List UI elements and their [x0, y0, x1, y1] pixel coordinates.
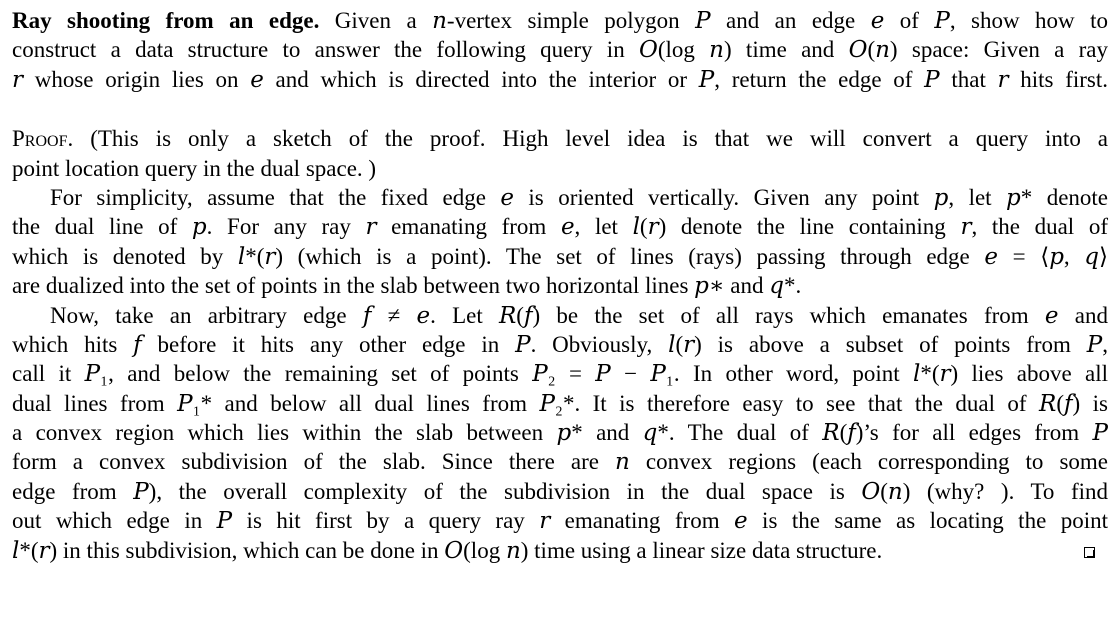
qed-icon	[1084, 547, 1095, 558]
para2-line-5: a convex region which lies within the slab between 𝑝* and 𝑞*. The dual of 𝑅(𝑓)’s for all edges from 𝑃	[12, 420, 1108, 446]
para1-line-4: are dualized into the set of points in the slab between two horizontal lines 𝑝∗ and 𝑞*.	[12, 273, 802, 299]
para2-line-9	[12, 536, 1095, 565]
para2-line-6: form a convex subdivision of the slab. Since there are 𝑛 convex regions (each corresponding to some	[12, 449, 1108, 475]
proof-intro-text: (This is only a sketch of the proof. High level idea is that we will convert a query into a	[73, 126, 1108, 152]
proof-line-2: point location query in the dual space. )	[12, 155, 377, 181]
para1-line-3: which is denoted by 𝑙*(𝑟) (which is a point). The set of lines (rays) passing through edge 𝑒 = ⟨𝑝, 𝑞⟩	[12, 243, 1108, 269]
proof-line-1	[12, 124, 1108, 153]
para2-line-1: Now, take an arbitrary edge 𝑓 ≠ 𝑒. Let 𝑅(𝑓) be the set of all rays which emanates from 𝑒 and	[50, 302, 1108, 328]
para2-line-2: which hits 𝑓 before it hits any other edge in 𝑃. Obviously, 𝑙(𝑟) is above a subset of points from 𝑃,	[12, 331, 1108, 357]
problem-text: Given a 𝑛-vertex simple polygon 𝑃 and an edge 𝑒 of 𝑃, show how to	[319, 8, 1108, 33]
problem-line-3: 𝑟 whose origin lies on 𝑒 and which is directed into the interior or 𝑃, return the edge of 𝑃 that 𝑟 hits first.	[12, 66, 1108, 92]
para2-last-text: 𝑙*(𝑟) in this subdivision, which can be done in 𝑂(log 𝑛) time using a linear size data structure.	[12, 537, 883, 563]
proof-label: Proof.	[12, 126, 74, 152]
para2-line-8: out which edge in 𝑃 is hit first by a query ray 𝑟 emanating from 𝑒 is the same as locating the point	[12, 508, 1108, 534]
section-gap	[12, 94, 1108, 124]
para2-line-7: edge from 𝑃), the overall complexity of the subdivision in the dual space is 𝑂(𝑛) (why? ). To find	[12, 478, 1108, 504]
para2-line-4: dual lines from 𝑃₁* and below all dual lines from 𝑃₂*. It is therefore easy to see that the dual of 𝑅(𝑓) is	[12, 390, 1108, 416]
problem-line-2: construct a data structure to answer the following query in 𝑂(log 𝑛) time and 𝑂(𝑛) space: Given a ray	[12, 37, 1108, 63]
problem-title: Ray shooting from an edge.	[12, 8, 320, 33]
para1-line-2: the dual line of 𝑝. For any ray 𝑟 emanating from 𝑒, let 𝑙(𝑟) denote the line containing 𝑟, the dual of	[12, 214, 1108, 240]
problem-line-1	[12, 6, 1108, 35]
para2-line-3: call it 𝑃₁, and below the remaining set of points 𝑃₂ = 𝑃 − 𝑃₁. In other word, point 𝑙*(𝑟) lies above all	[12, 361, 1108, 387]
para1-line-1: For simplicity, assume that the fixed edge 𝑒 is oriented vertically. Given any point 𝑝, let 𝑝* denote	[50, 184, 1108, 210]
